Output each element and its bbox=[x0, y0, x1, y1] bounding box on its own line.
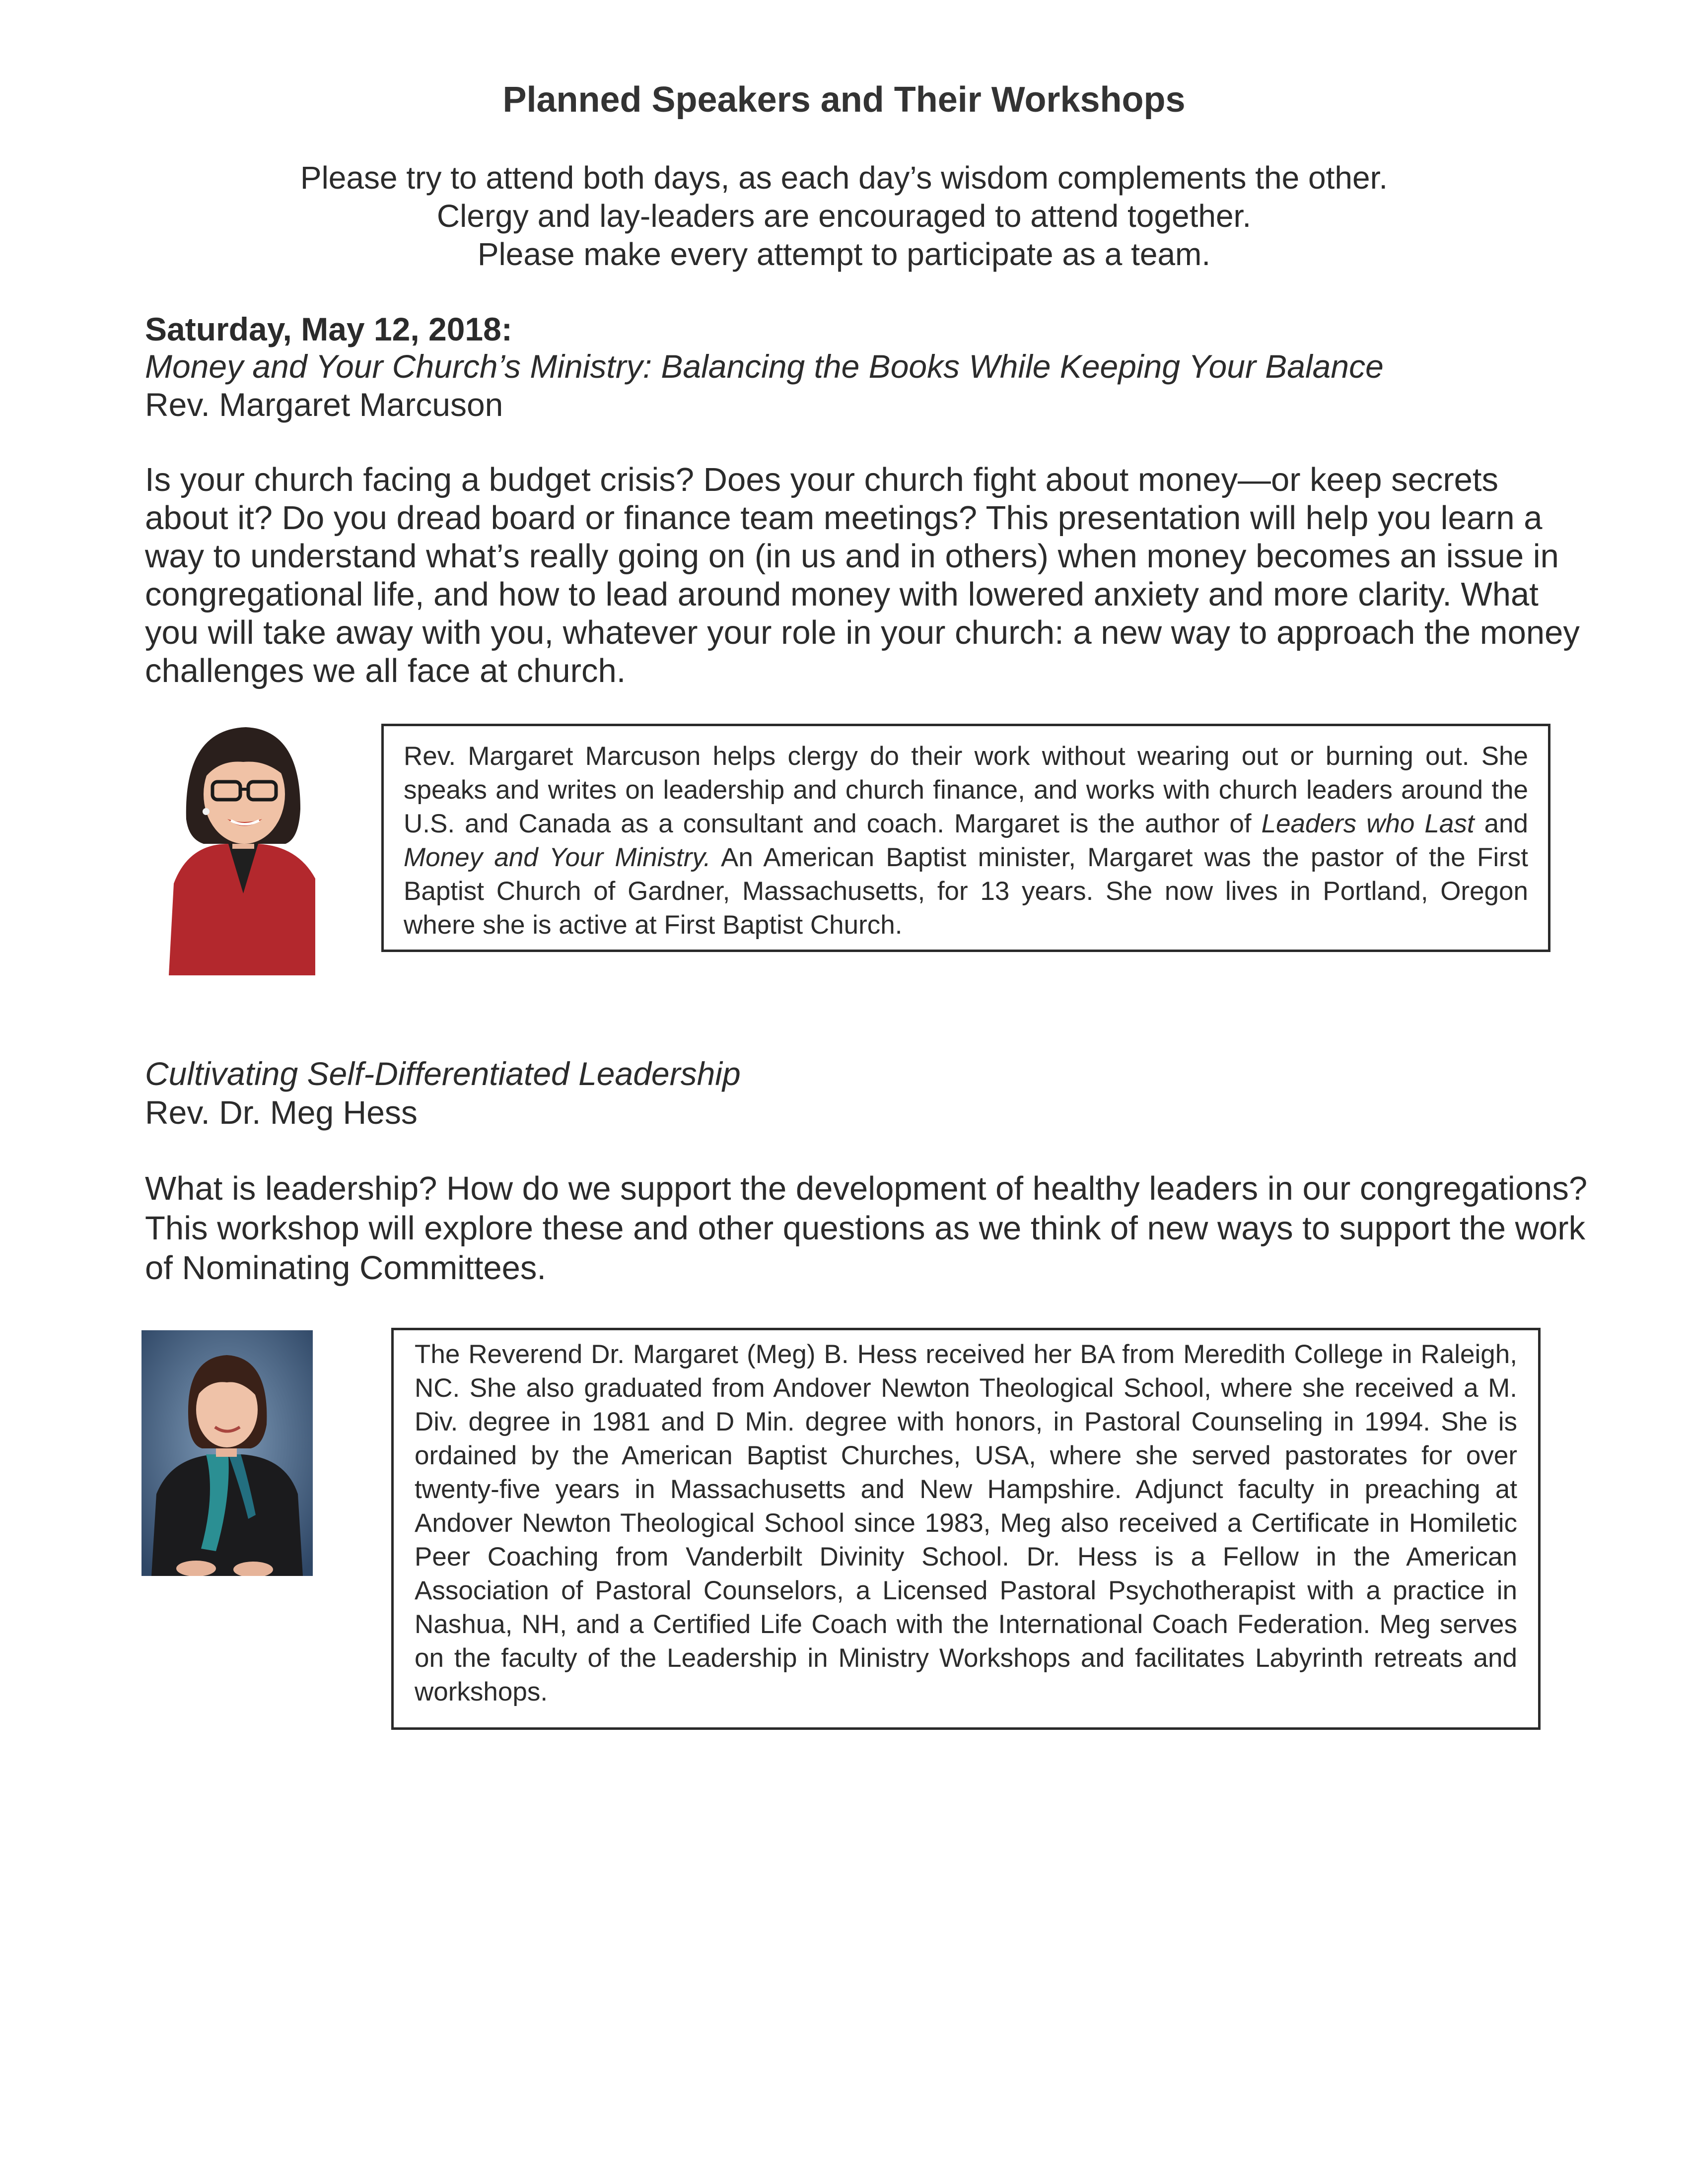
book-title: Leaders who Last bbox=[1261, 809, 1475, 838]
speaker-bio-box bbox=[381, 724, 1550, 952]
workshop-speaker: Rev. Margaret Marcuson bbox=[145, 386, 503, 423]
intro-text bbox=[0, 159, 1688, 273]
workshop-title: Money and Your Church’s Ministry: Balancing the Books While Keeping Your Balance bbox=[145, 348, 1384, 385]
speaker-bio: Rev. Margaret Marcuson helps clergy do their work without wearing out or burning out. She speaks and writes on leadership and church finance, and works with church leaders around the U.S. and Canada as a consultant and coach. Margaret is the author of Leaders who Last and Money and Your Ministry. An American Baptist minister, Margaret was the pastor of the First Baptist Church of Gardner, Massachusetts, for 13 years. She now lives in Portland, Oregon where she is active at First Baptist Church. bbox=[404, 742, 1529, 940]
intro-line: Please make every attempt to participate as a team. bbox=[477, 236, 1211, 272]
speaker-bio: The Reverend Dr. Margaret (Meg) B. Hess received her BA from Meredith College in Raleigh, NC. She also graduated from Andover Newton Theological School, where she received a M. Div. degree in 1981 and D Min. degree with honors, in Pastoral Counseling in 1994. She is ordained by the American Baptist Churches, USA, where she served pastorates for over twenty-five years in Massachusetts and New Hampshire. Adjunct faculty in preaching at Andover Newton Theological School since 1983, Meg also received a Certificate in Homiletic Peer Coaching from Vanderbilt Divinity School. Dr. Hess is a Fellow in the American Association of Pastoral Counselors, a Licensed Pastoral Psychotherapist with a practice in Nashua, NH, and a Certified Life Coach with the International Coach Federation. Meg serves on the faculty of the Leadership in Ministry Workshops and facilitates Labyrinth retreats and workshops. bbox=[415, 1340, 1517, 1706]
speaker-bio-box bbox=[391, 1328, 1541, 1730]
page-title: Planned Speakers and Their Workshops bbox=[502, 80, 1186, 120]
speaker-photo-hess bbox=[141, 1330, 313, 1576]
intro-line: Please try to attend both days, as each day’s wisdom complements the other. bbox=[300, 160, 1388, 196]
intro-line: Clergy and lay-leaders are encouraged to attend together. bbox=[436, 198, 1252, 234]
book-title: Money and Your Ministry. bbox=[404, 843, 711, 872]
speaker-photo-marcuson bbox=[169, 720, 315, 975]
workshop-speaker: Rev. Dr. Meg Hess bbox=[145, 1094, 418, 1131]
day-heading: Saturday, May 12, 2018: bbox=[145, 311, 512, 347]
workshop-description: What is leadership? How do we support the development of healthy leaders in our congregations? This workshop will explore these and other questions as we think of new ways to support the work of Nominating Committees. bbox=[145, 1170, 1588, 1287]
workshop-title: Cultivating Self-Differentiated Leadership bbox=[145, 1055, 741, 1092]
workshop-description: Is your church facing a budget crisis? Does your church fight about money—or keep secrets about it? Do you dread board or finance team meetings? This presentation will help you learn a way to understand what’s really going on (in us and in others) when money becomes an issue in congregational life, and how to lead around money with lowered anxiety and more clarity. What you will take away with you, whatever your role in your church: a new way to approach the money challenges we all face at church. bbox=[145, 461, 1580, 689]
